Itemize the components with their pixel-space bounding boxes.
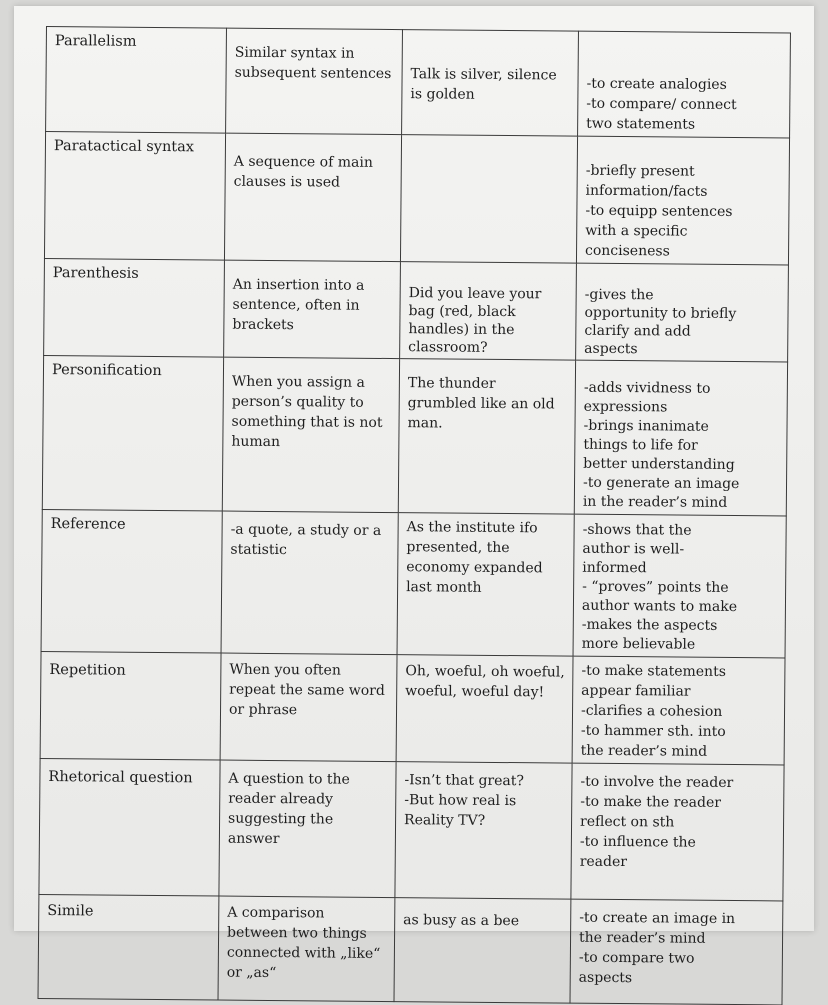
text-line: expressions [583,398,668,416]
text-line: two statements [586,115,696,133]
text-line: -shows that the [582,521,692,539]
text-line: author is well- [582,540,685,558]
text-line: or phrase [228,701,298,719]
function-cell [573,514,786,658]
text-line: economy expanded [406,559,543,577]
text-line: sentence, often in [232,296,360,314]
text-line: -to create analogies [586,75,727,93]
table-row [39,758,784,900]
text-line: The thunder [407,375,496,392]
text-line: informed [582,559,647,577]
definition-cell [219,760,396,898]
text-line: Oh, woeful, oh woeful, [405,663,565,681]
definition-cell [222,357,399,513]
text-line: -to make statements [581,662,727,680]
table-row [46,27,791,138]
device-name [40,651,221,760]
definition-cell [224,260,401,359]
text-line: As the institute ifo [406,519,538,537]
example-cell [398,359,575,515]
text-line: -briefly present [585,162,695,180]
text-line: -to involve the reader [580,773,734,792]
device-name [44,258,225,357]
device-name-text: Personification [51,362,162,380]
text-line: -to hammer sth. into [580,722,726,740]
text-line: -Isn’t that great? [404,772,524,790]
text-line: Reality TV? [404,812,486,829]
table-row [38,894,783,1004]
device-name [38,894,219,1000]
text-line: man. [407,415,443,432]
device-name-text: Parallelism [54,33,137,50]
function-cell [572,656,785,765]
text-line: conciseness [584,242,670,260]
text-line: -to compare two [578,949,695,967]
function-cell [576,136,789,265]
text-line: An insertion into a [232,276,365,294]
text-line: Similar syntax in [234,44,355,62]
device-name [39,758,220,896]
text-line: presented, the [406,539,510,557]
device-name [46,27,227,134]
text-line: suggesting the [228,810,334,828]
text-line: bag (red, black [408,303,516,321]
text-line: with a specific [585,222,688,240]
example-cell [400,262,577,361]
text-line: A comparison [227,904,325,922]
text-line: -brings inanimate [583,417,709,435]
text-line: reflect on sth [580,813,675,831]
function-cell [578,31,791,138]
text-line: repeat the same word [229,681,385,699]
text-line: connected with „like“ [226,944,381,962]
definition-cell [220,653,397,762]
text-line: When you assign a [231,373,365,391]
text-line: more believable [581,635,696,653]
text-line: the reader’s mind [578,929,706,947]
text-line: aspects [578,969,633,987]
text-line: Talk is silver, silence [410,66,557,84]
text-line: classroom? [408,339,488,356]
text-line: reader [579,853,628,871]
device-name-text: Reference [50,516,126,533]
table-row [40,651,785,764]
definition-cell [218,896,395,1002]
text-line: -makes the aspects [581,616,718,634]
paper-sheet [14,6,814,987]
definition-cell [221,511,398,655]
function-cell [570,899,783,1005]
text-line: better understanding [583,455,735,474]
device-name [42,355,223,511]
table-row [42,355,787,515]
table-row [44,258,789,361]
text-line: information/facts [585,182,708,200]
text-line: the reader’s mind [580,742,708,760]
text-line: as busy as a bee [403,912,520,930]
text-line: -a quote, a study or a [230,521,382,539]
text-line: -to create an image in [579,909,736,928]
device-name-text: Paratactical syntax [53,138,195,156]
text-line: -to influence the [579,833,696,851]
text-line: aspects [584,340,638,358]
device-name-text: Repetition [49,662,126,679]
text-line: subsequent sentences [234,64,392,83]
text-line: -gives the [584,286,654,304]
text-line: things to life for [583,436,698,454]
table-row [44,132,789,265]
device-name [41,509,222,653]
text-line: last month [406,579,482,596]
text-line: woeful, woeful day! [405,683,545,701]
example-cell [394,898,571,1004]
text-line: Did you leave your [408,285,542,303]
function-cell [576,263,789,362]
text-line: brackets [232,316,294,334]
device-name-text: Simile [47,903,94,920]
text-line: appear familiar [581,682,691,700]
text-line: between two things [227,924,367,942]
text-line: -to generate an image [582,474,740,493]
text-line: -But how real is [404,792,517,810]
text-line: is golden [410,86,475,103]
definition-cell [224,133,401,262]
text-line: reader already [228,790,334,808]
definition-cell [226,28,403,135]
text-line: handles) in the [408,321,515,339]
text-line: author wants to make [581,597,738,616]
table-row [41,509,786,657]
function-cell [574,360,787,516]
text-line: opportunity to briefly [584,304,737,323]
text-line: A sequence of main [233,153,373,171]
text-line: A question to the [228,770,350,788]
text-line: grumbled like an old [407,395,555,413]
text-line: clauses is used [233,173,341,191]
text-line: -to compare/ connect [586,95,737,114]
device-name [44,132,225,261]
text-line: statistic [230,541,287,559]
text-line: clarify and add [584,322,691,340]
text-line: person’s quality to [231,393,364,411]
text-line: -to make the reader [580,793,722,811]
device-name-text: Parenthesis [52,265,139,282]
example-cell [400,135,577,264]
text-line: human [231,433,281,451]
text-line: -to equipp sentences [585,202,733,220]
text-line: -adds vividness to [583,379,711,397]
example-cell [397,513,574,657]
text-line: When you often [229,661,341,679]
device-name-text: Rhetorical question [48,769,193,787]
example-cell [395,762,572,900]
text-line: something that is not [231,413,383,431]
text-line: - “proves” points the [582,578,729,596]
example-cell [396,655,573,764]
text-line: -clarifies a cohesion [580,702,723,720]
example-cell [402,30,579,137]
stylistic-devices-table [38,26,791,1005]
function-cell [571,763,784,901]
text-line: or „as“ [226,964,277,982]
text-line: answer [227,830,280,848]
text-line: in the reader’s mind [582,493,728,511]
